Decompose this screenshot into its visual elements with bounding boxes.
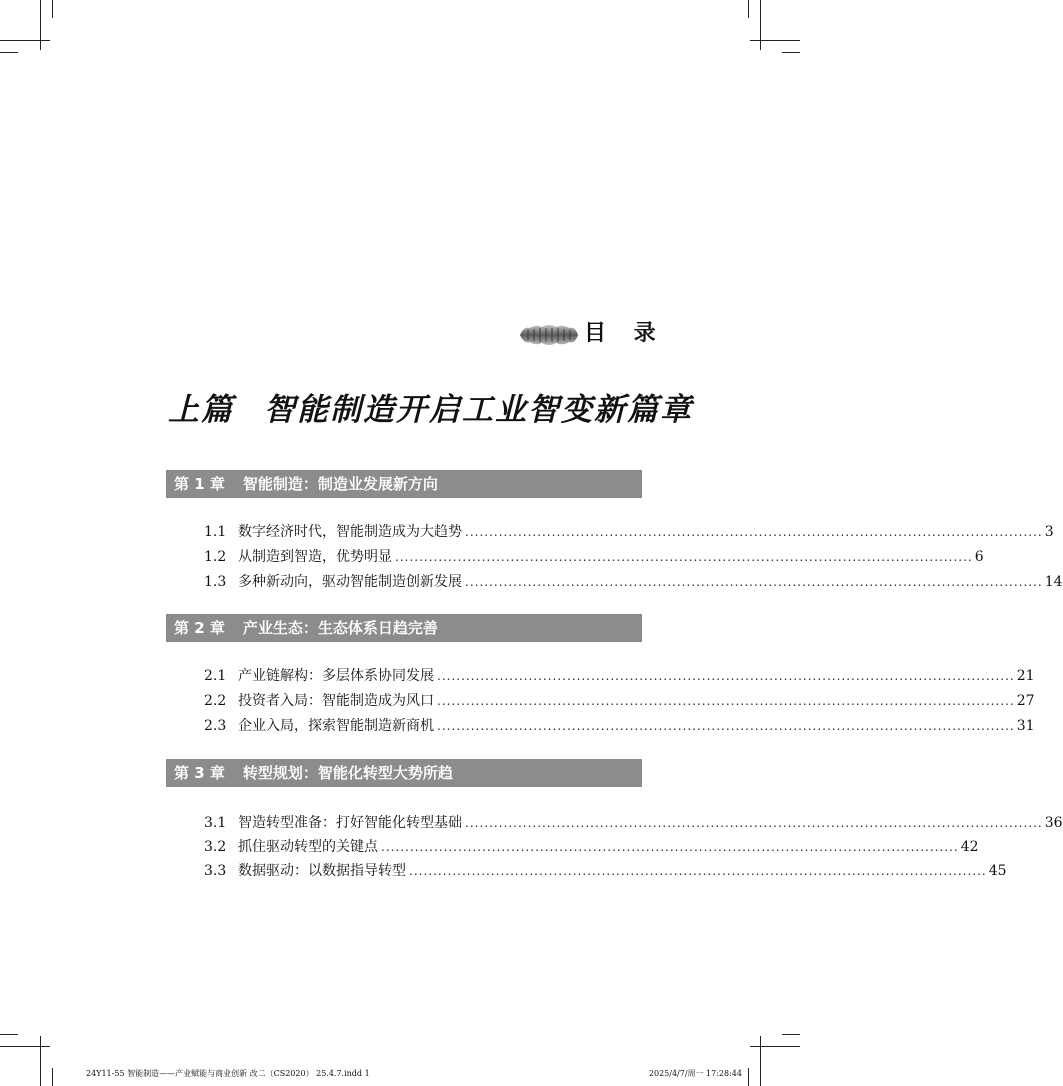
section-number: 2.1: [204, 668, 227, 684]
crop-mark: [40, 1036, 41, 1086]
page-number: 21: [1016, 668, 1035, 684]
section-title: 智造转型准备：打好智能化转型基础: [238, 815, 462, 831]
toc-entry[interactable]: [204, 715, 1035, 737]
chapter-heading-1[interactable]: [166, 470, 642, 498]
toc-entry[interactable]: [204, 860, 1007, 882]
section-title: 企业入局，探索智能制造新商机: [238, 718, 434, 734]
chapter-label: 第 1 章: [174, 475, 225, 493]
crop-mark: [0, 1034, 18, 1035]
toc-heading: [518, 318, 666, 350]
chapter-heading-2[interactable]: [166, 614, 642, 642]
chapter-heading-3[interactable]: [166, 759, 642, 787]
part-name: 智能制造开启工业智变新篇章: [264, 392, 693, 428]
crop-mark: [40, 0, 41, 50]
dot-leader: ........................................................................................................................: [465, 816, 1043, 830]
part-title: [168, 388, 693, 432]
page-number: 42: [960, 839, 979, 855]
toc-title: 目 录: [584, 321, 666, 346]
section-number: 1.2: [204, 549, 227, 565]
dot-leader: ........................................................................................................................: [381, 840, 959, 854]
page-number: 45: [988, 863, 1007, 879]
section-title: 数字经济时代，智能制造成为大趋势: [238, 524, 462, 540]
crop-mark: [52, 1068, 53, 1086]
crop-mark: [760, 0, 761, 50]
decorative-banner-icon: [518, 322, 580, 348]
page-number: 6: [974, 549, 984, 565]
section-number: 3.1: [204, 815, 227, 831]
section-title: 数据驱动：以数据指导转型: [238, 863, 406, 879]
dot-leader: ........................................................................................................................: [395, 550, 973, 564]
crop-mark: [782, 1034, 800, 1035]
section-title: 投资者入局：智能制造成为风口: [238, 693, 434, 709]
dot-leader: ........................................................................................................................: [465, 525, 1043, 539]
section-number: 1.3: [204, 574, 227, 590]
section-number: 2.3: [204, 718, 227, 734]
section-number: 3.3: [204, 863, 227, 879]
crop-mark: [750, 40, 800, 41]
toc-entry[interactable]: [204, 546, 984, 568]
crop-mark: [0, 1046, 50, 1047]
page-number: 27: [1016, 693, 1035, 709]
crop-mark: [748, 0, 749, 18]
page-number: 36: [1044, 815, 1063, 831]
page-number: 3: [1044, 524, 1054, 540]
part-label: 上篇: [168, 392, 234, 428]
dot-leader: ........................................................................................................................: [437, 669, 1015, 683]
section-title: 多种新动向，驱动智能制造创新发展: [238, 574, 462, 590]
print-slug-timestamp: 2025/4/7/周一 17:28:44: [648, 1069, 742, 1078]
section-number: 2.2: [204, 693, 227, 709]
section-title: 从制造到智造，优势明显: [238, 549, 392, 565]
toc-entry[interactable]: [204, 812, 1063, 834]
section-number: 3.2: [204, 839, 227, 855]
toc-entry[interactable]: [204, 521, 1054, 543]
page-number: 31: [1016, 718, 1035, 734]
chapter-title: 转型规划：智能化转型大势所趋: [242, 764, 453, 782]
toc-entry[interactable]: [204, 571, 1063, 593]
chapter-label: 第 3 章: [174, 764, 225, 782]
chapter-title: 产业生态：生态体系日趋完善: [242, 619, 438, 637]
toc-entry[interactable]: [204, 836, 979, 858]
crop-mark: [0, 52, 18, 53]
crop-mark: [748, 1068, 749, 1086]
dot-leader: ........................................................................................................................: [465, 575, 1043, 589]
dot-leader: ........................................................................................................................: [409, 864, 987, 878]
page-number: 14: [1044, 574, 1063, 590]
chapter-label: 第 2 章: [174, 619, 225, 637]
toc-entry[interactable]: [204, 665, 1035, 687]
crop-mark: [0, 40, 50, 41]
dot-leader: ........................................................................................................................: [437, 694, 1015, 708]
print-slug-file: 24Y11-55 智能制造——产业赋能与商业创新 改二（CS2020） 25.4.7.indd 1: [86, 1069, 370, 1078]
crop-mark: [750, 1046, 800, 1047]
dot-leader: ........................................................................................................................: [437, 719, 1015, 733]
section-title: 抓住驱动转型的关键点: [238, 839, 378, 855]
crop-mark: [52, 0, 53, 18]
chapter-title: 智能制造：制造业发展新方向: [242, 475, 438, 493]
section-title: 产业链解构：多层体系协同发展: [238, 668, 434, 684]
section-number: 1.1: [204, 524, 227, 540]
toc-entry[interactable]: [204, 690, 1035, 712]
crop-mark: [760, 1036, 761, 1086]
crop-mark: [782, 52, 800, 53]
